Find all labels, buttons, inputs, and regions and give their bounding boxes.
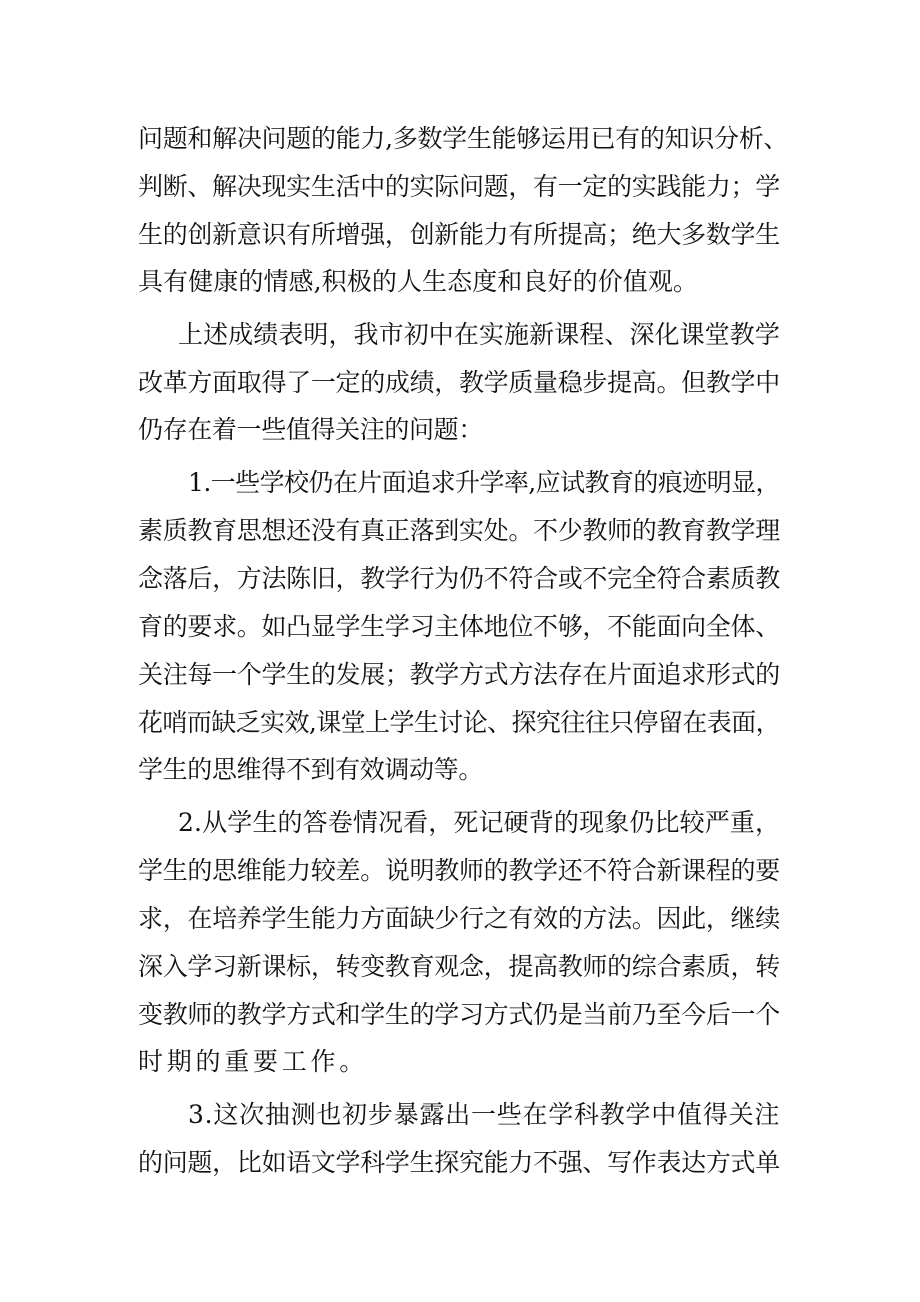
text-line-16: 学生的思维能力较差。说明教师的教学还不符合新课程的要 [138,856,780,885]
text-line-20: 时期的重要工作。 [138,1047,369,1076]
text-line-7: 仍存在着一些值得关注的问题： [138,415,483,444]
text-line-18: 深入学习新课标，转变教育观念，提高教师的综合素质，转 [138,952,780,981]
text-line-22: 的问题，比如语文学科学生探究能力不强、写作表达方式单 [138,1148,780,1177]
text-line-21: 3.这次抽测也初步暴露出一些在学科教学中值得关注 [188,1100,781,1129]
text-line-4: 具有健康的情感,积极的人生态度和良好的价值观。 [138,267,699,296]
text-line-9: 素质教育思想还没有真正落到实处。不少教师的教育教学理 [138,516,780,545]
text-line-2: 判断、解决现实生活中的实际问题，有一定的实践能力；学 [138,172,780,201]
text-line-15: 2.从学生的答卷情况看，死记硬背的现象仍比较严重， [178,808,781,837]
text-line-19: 变教师的教学方式和学生的学习方式仍是当前乃至今后一个 [138,1000,780,1029]
text-line-3: 生的创新意识有所增强，创新能力有所提高；绝大多数学生 [138,220,780,249]
text-line-1: 问题和解决问题的能力,多数学生能够运用已有的知识分析、 [138,124,789,153]
text-line-12: 关注每一个学生的发展；教学方式方法存在片面追求形式的 [138,660,780,689]
text-line-11: 育的要求。如凸显学生学习主体地位不够，不能面向全体、 [138,612,780,641]
text-line-17: 求，在培养学生能力方面缺少行之有效的方法。因此，继续 [138,904,780,933]
text-line-10: 念落后，方法陈旧，教学行为仍不符合或不完全符合素质教 [138,564,780,593]
text-line-13: 花哨而缺乏实效,课堂上学生讨论、探究往往只停留在表面， [138,708,781,737]
text-line-14: 学生的思维得不到有效调动等。 [138,755,483,784]
text-line-8: 1.一些学校仍在片面追求升学率,应试教育的痕迹明显， [188,468,780,497]
text-line-6: 改革方面取得了一定的成绩，教学质量稳步提高。但教学中 [138,368,780,397]
text-line-5: 上述成绩表明，我市初中在实施新课程、深化课堂教学 [178,320,780,349]
